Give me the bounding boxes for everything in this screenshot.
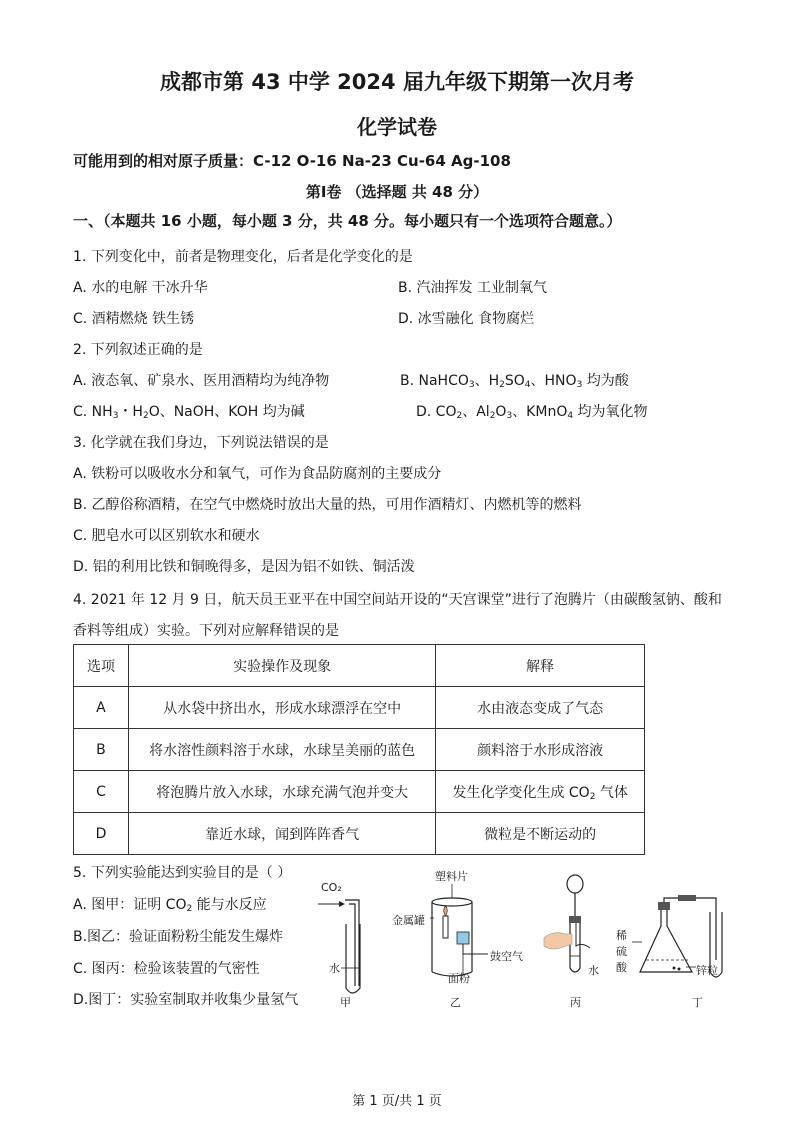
q3-option-a: A. 铁粉可以吸收水分和氧气，可作为食品防腐剂的主要成分 — [73, 466, 442, 482]
table-row — [74, 729, 645, 771]
figure-ding-drawing — [612, 872, 742, 984]
table-row — [74, 813, 645, 855]
q4-stem-line2: 香料等组成）实验。下列对应解释错误的是 — [73, 623, 339, 639]
q5-option-d: D.图丁：实验室制取并收集少量氢气 — [73, 992, 299, 1008]
q2-option-d: D. $CO_2$、$Al_2O_3$、KMnO$_4$ 均为氧化物 — [416, 404, 648, 421]
table-cell-explanation: 水由液态变成了气态 — [436, 687, 645, 729]
q3-option-d: D. 铝的利用比铁和铜晚得多，是因为铝不如铁、铜活泼 — [73, 559, 415, 575]
q1-option-c: C. 酒精燃烧 铁生锈 — [73, 311, 195, 327]
page-footer: 第 1 页/共 1 页 — [352, 1094, 442, 1109]
exam-subtitle: 化学试卷 — [357, 115, 437, 139]
table-cell-operation: 靠近水球，闻到阵阵香气 — [128, 813, 435, 855]
q1-option-b: B. 汽油挥发 工业制氧气 — [398, 280, 547, 296]
table-cell-option: B — [74, 729, 129, 771]
table-header-cell: 解释 — [436, 645, 645, 687]
q4-table — [73, 644, 645, 855]
table-cell-operation: 从水袋中挤出水，形成水球漂浮在空中 — [128, 687, 435, 729]
figure-ding-caption: 丁 — [692, 996, 703, 1009]
exam-title: 成都市第 43 中学 2024 届九年级下期第一次月考 — [160, 70, 634, 94]
q3-option-b: B. 乙醇俗称酒精，在空气中燃烧时放出大量的热，可用作酒精灯、内燃机等的燃料 — [73, 497, 582, 513]
table-cell-operation: 将泡腾片放入水球，水球充满气泡并变大 — [128, 771, 435, 813]
figure-ding — [612, 872, 742, 1008]
figure-jia-drawing — [315, 894, 375, 1004]
q4-stem-line1: 4. 2021 年 12 月 9 日，航天员王亚平在中国空间站开设的“天宫课堂”进行了泡腾片（由碳酸氢钠、酸和 — [73, 592, 722, 608]
table-cell-option: C — [74, 771, 129, 813]
figure-bing-water-label: 水 — [588, 964, 599, 977]
figure-bing — [540, 872, 620, 1008]
table-cell-option: D — [74, 813, 129, 855]
table-row — [74, 687, 645, 729]
q5-option-b: B.图乙：验证面粉粉尘能发生爆炸 — [73, 929, 284, 945]
figure-bing-caption: 丙 — [570, 996, 581, 1009]
q1-option-d: D. 冰雪融化 食物腐烂 — [398, 311, 535, 327]
table-cell-operation: 将水溶性颜料溶于水球，水球呈美丽的蓝色 — [128, 729, 435, 771]
q5-option-c: C. 图丙：检验该装置的气密性 — [73, 961, 260, 977]
q1-option-a: A. 水的电解 干冰升华 — [73, 280, 208, 296]
figure-jia-caption: 甲 — [340, 996, 351, 1009]
figure-yi-caption: 乙 — [450, 996, 461, 1009]
figure-jia — [315, 878, 375, 1008]
figure-ding-zinc-label: 锌粒 — [696, 964, 718, 977]
figure-jia-water-label: 水 — [329, 962, 340, 975]
table-cell-explanation: 颜料溶于水形成溶液 — [436, 729, 645, 771]
q2-option-b: B. NaHCO$_3$、$H_2SO_4$、$HNO_3$ 均为酸 — [400, 373, 629, 390]
figure-yi-air-label: 鼓空气 — [490, 950, 523, 963]
q2-option-c: C. $NH_3$・$H_2O$、NaOH、KOH 均为碱 — [73, 404, 305, 421]
q5-option-a: A. 图甲：证明 $CO_2$ 能与水反应 — [73, 897, 267, 914]
q5-stem: 5. 下列实验能达到实验目的是（ ） — [73, 865, 292, 881]
table-cell-explanation: 微粒是不断运动的 — [436, 813, 645, 855]
table-cell-option: A — [74, 687, 129, 729]
figure-yi-can-label: 金属罐 — [392, 914, 425, 927]
table-row — [74, 771, 645, 813]
section-heading: 一、（本题共 16 小题，每小题 3 分，共 48 分。每小题只有一个选项符合题意。） — [73, 212, 622, 230]
q1-stem: 1. 下列变化中，前者是物理变化，后者是化学变化的是 — [73, 249, 413, 265]
table-header-cell: 实验操作及现象 — [128, 645, 435, 687]
q2-stem: 2. 下列叙述正确的是 — [73, 342, 203, 358]
table-cell-explanation: 发生化学变化生成 $CO_2$ 气体 — [436, 771, 645, 813]
volume-heading: 第Ⅰ卷 （选择题 共 48 分） — [305, 183, 489, 201]
figure-yi-plastic-label: 塑料片 — [435, 870, 468, 883]
table-header-row — [74, 645, 645, 687]
q3-option-c: C. 肥皂水可以区别软水和硬水 — [73, 528, 260, 544]
figure-bing-drawing — [540, 872, 620, 982]
figure-yi-flour-label: 面粉 — [448, 972, 470, 985]
q3-stem: 3. 化学就在我们身边，下列说法错误的是 — [73, 435, 329, 451]
table-header-cell: 选项 — [74, 645, 129, 687]
atomic-masses: 可能用到的相对原子质量：C-12 O-16 Na-23 Cu-64 Ag-108 — [73, 152, 511, 170]
figure-jia-gas-label: CO₂ — [321, 881, 342, 894]
figure-yi — [390, 866, 523, 1009]
figure-ding-acid-label: 稀 硫 酸 — [616, 929, 627, 974]
q2-option-a: A. 液态氧、矿泉水、医用酒精均为纯净物 — [73, 373, 330, 389]
